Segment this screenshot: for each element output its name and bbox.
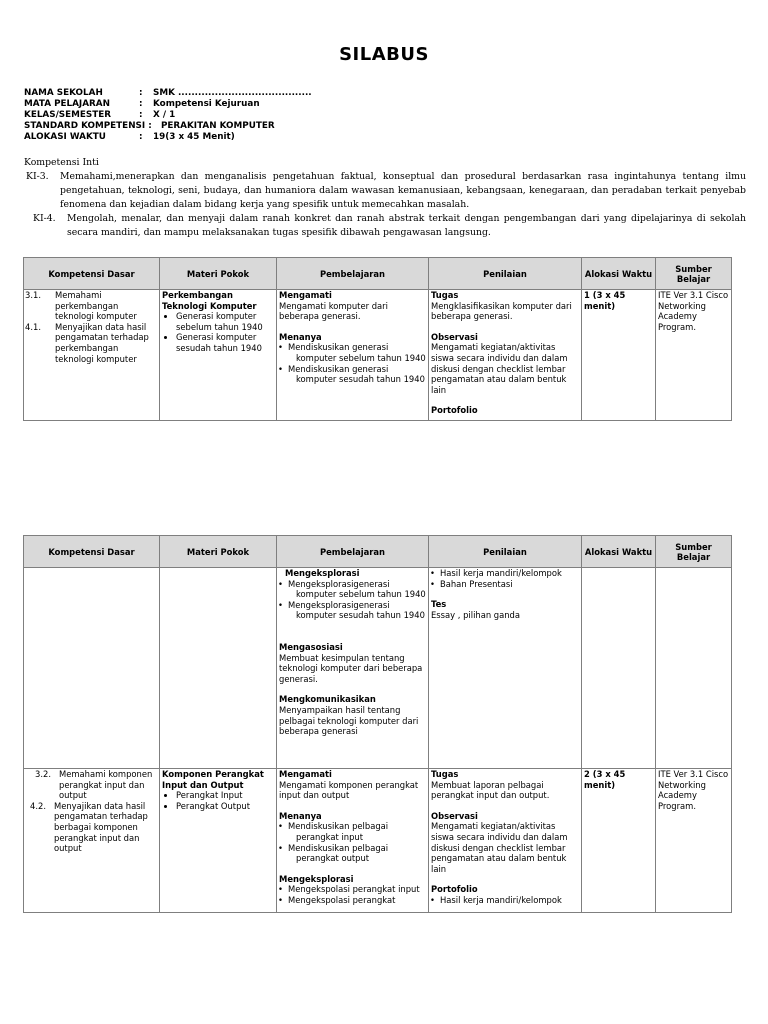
list-item: • Mendiskusikan pelbagai perangkat output: [279, 843, 426, 864]
list-item: • Mengekspolasi perangkat: [279, 895, 426, 906]
header-sumber-belajar: Sumber Belajar: [656, 536, 732, 568]
header-sumber-belajar: Sumber Belajar: [656, 258, 732, 290]
header-kompetensi-dasar: Kompetensi Dasar: [24, 258, 160, 290]
list-item: • Hasil kerja mandiri/kelompok: [431, 568, 579, 579]
list-item: • Hasil kerja mandiri/kelompok: [431, 895, 579, 906]
list-item: • Perangkat Input: [176, 790, 274, 801]
document-title: SILABUS: [339, 44, 429, 65]
list-item: • Mengeksplorasigenerasi komputer sesudah tahun 1940: [279, 600, 426, 621]
sumber-belajar-cell: [656, 568, 732, 769]
pembelajaran-cell: Mengamati Mengamati komponen perangkat input dan output Menanya • Mendiskusikan pelbagai perangkat input • Mendiskusikan pelbagai perangkat output Mengeksplorasi • Mengekspolasi perangkat input • Mengekspolasi perangkat: [277, 769, 429, 913]
list-item: • Perangkat Output: [176, 801, 274, 812]
alokasi-waktu-cell: 1 (3 x 45 menit): [582, 290, 656, 421]
kompetensi-dasar-cell: 3.1. Memahami perkembangan teknologi komputer 4.1. Menyajikan data hasil pengamatan terhadap perkembangan teknologi komputer: [24, 290, 160, 421]
syllabus-table-2: [23, 535, 732, 913]
list-item: • Generasi komputer sesudah tahun 1940: [176, 332, 274, 353]
kompetensi-dasar-cell: [24, 568, 160, 769]
materi-pokok-cell: Komponen Perangkat Input dan Output • Perangkat Input • Perangkat Output: [160, 769, 277, 913]
sumber-belajar-cell: ITE Ver 3.1 Cisco Networking Academy Program.: [656, 290, 732, 421]
header-alokasi-waktu: Alokasi Waktu: [582, 536, 656, 568]
list-item: • Mengeksplorasigenerasi komputer sebelum tahun 1940: [279, 579, 426, 600]
info-standard-kompetensi: STANDARD KOMPETENSI : PERAKITAN KOMPUTER: [24, 121, 275, 131]
ki-item-3: KI-3. Memahami,menerapkan dan menganalisis pengetahuan faktual, konseptual dan prosedural berdasarkan rasa ingintahunya tentang ilmu pengetahuan, teknologi, seni, budaya, dan humaniora dalam wawasan kemanusiaan, kebangsaan, kenegaraan, dan peradaban terkait penyebab fenomena dan kejadian dalam bidang kerja yang spesifik untuk memecahkan masalah.: [26, 171, 746, 210]
alokasi-waktu-cell: 2 (3 x 45 menit): [582, 769, 656, 913]
header-alokasi-waktu: Alokasi Waktu: [582, 258, 656, 290]
list-item: • Mendiskusikan generasi komputer sebelum tahun 1940: [279, 342, 426, 363]
header-materi-pokok: Materi Pokok: [160, 536, 277, 568]
table-header-row: [24, 536, 732, 568]
info-alokasi-waktu: ALOKASI WAKTU : 19(3 x 45 Menit): [24, 132, 235, 142]
list-item: • Generasi komputer sebelum tahun 1940: [176, 311, 274, 332]
info-nama-sekolah: NAMA SEKOLAH : SMK ........................................: [24, 88, 312, 98]
table-header-row: [24, 258, 732, 290]
list-item: • Mendiskusikan pelbagai perangkat input: [279, 821, 426, 842]
header-penilaian: Penilaian: [429, 536, 582, 568]
info-kelas-semester: KELAS/SEMESTER : X / 1: [24, 110, 176, 120]
list-item: • Bahan Presentasi: [431, 579, 579, 590]
ki-item-4: KI-4. Mengolah, menalar, dan menyaji dalam ranah konkret dan ranah abstrak terkait dengan pengembangan dari yang dipelajarinya di sekolah secara mandiri, dan mampu melaksanakan tugas spesifik dibawah pengawasan langsung.: [33, 213, 746, 238]
header-penilaian: Penilaian: [429, 258, 582, 290]
table-row: [24, 769, 732, 913]
document-info: [24, 88, 312, 143]
alokasi-waktu-cell: [582, 568, 656, 769]
penilaian-cell: Tugas Membuat laporan pelbagai perangkat input dan output. Observasi Mengamati kegiatan/aktivitas siswa secara individu dan dalam diskusi dengan checklist lembar pengamatan atau dalam bentuk lain Portofolio • Hasil kerja mandiri/kelompok: [429, 769, 582, 913]
syllabus-table-1: [23, 257, 732, 421]
sumber-belajar-cell: ITE Ver 3.1 Cisco Networking Academy Program.: [656, 769, 732, 913]
header-materi-pokok: Materi Pokok: [160, 258, 277, 290]
penilaian-cell: • Hasil kerja mandiri/kelompok • Bahan Presentasi Tes Essay , pilihan ganda: [429, 568, 582, 769]
materi-pokok-cell: Perkembangan Teknologi Komputer • Generasi komputer sebelum tahun 1940 • Generasi komputer sesudah tahun 1940: [160, 290, 277, 421]
header-kompetensi-dasar: Kompetensi Dasar: [24, 536, 160, 568]
pembelajaran-cell: Mengamati Mengamati komputer dari beberapa generasi. Menanya • Mendiskusikan generasi komputer sebelum tahun 1940 • Mendiskusikan generasi komputer sesudah tahun 1940: [277, 290, 429, 421]
header-pembelajaran: Pembelajaran: [277, 258, 429, 290]
list-item: • Mendiskusikan generasi komputer sesudah tahun 1940: [279, 364, 426, 385]
pembelajaran-cell: Mengeksplorasi • Mengeksplorasigenerasi komputer sebelum tahun 1940 • Mengeksplorasigenerasi komputer sesudah tahun 1940 Mengasosiasi Membuat kesimpulan tentang teknologi komputer dari beberapa generasi. Mengkomunikasikan Menyampaikan hasil tentang pelbagai teknologi komputer dari beberapa generasi: [277, 568, 429, 769]
penilaian-cell: Tugas Mengklasifikasikan komputer dari beberapa generasi. Observasi Mengamati kegiatan/aktivitas siswa secara individu dan dalam diskusi dengan checklist lembar pengamatan atau dalam bentuk lain Portofolio: [429, 290, 582, 421]
info-mata-pelajaran: MATA PELAJARAN : Kompetensi Kejuruan: [24, 99, 260, 109]
kompetensi-dasar-cell: 3.2. Memahami komponen perangkat input dan output 4.2. Menyajikan data hasil pengamatan terhadap berbagai komponen perangkat input dan output: [24, 769, 160, 913]
table-row: [24, 568, 732, 769]
materi-pokok-cell: [160, 568, 277, 769]
kompetensi-inti-heading: Kompetensi Inti: [24, 157, 99, 168]
header-pembelajaran: Pembelajaran: [277, 536, 429, 568]
list-item: • Mengekspolasi perangkat input: [279, 884, 426, 895]
table-row: [24, 290, 732, 421]
kompetensi-inti-section: [24, 156, 746, 240]
